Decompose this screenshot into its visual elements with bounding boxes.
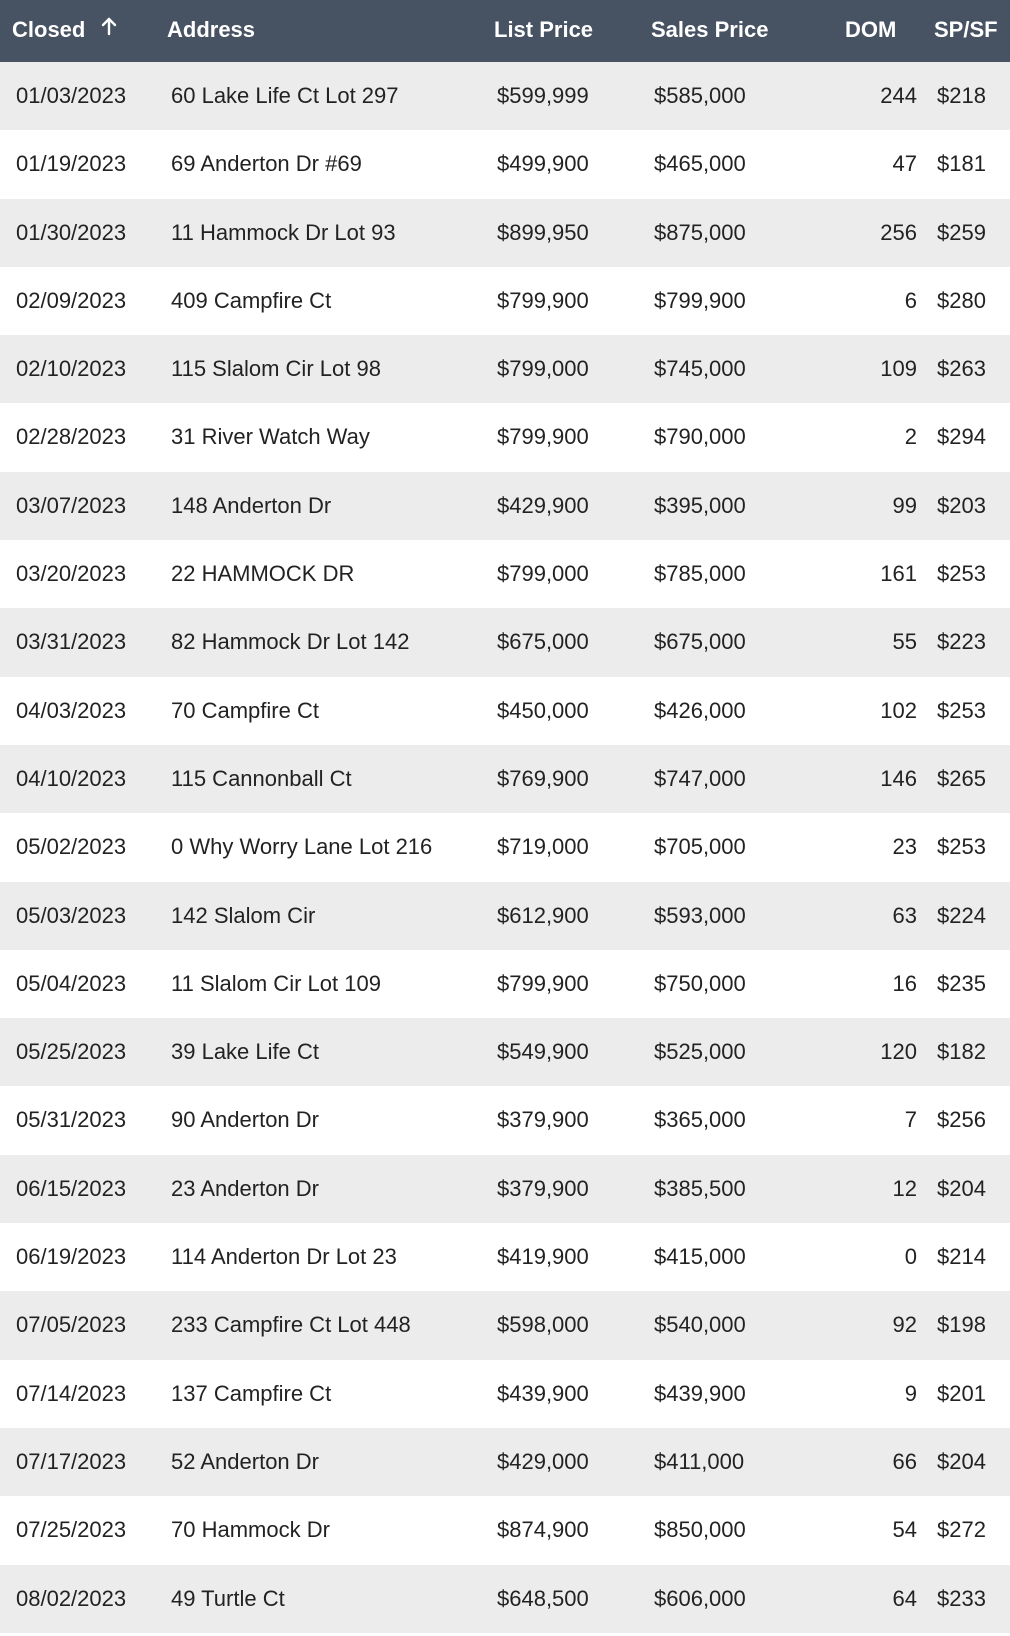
cell-dom: 23 — [892, 834, 917, 860]
cell-list-price: $429,000 — [497, 1448, 589, 1474]
cell-dom: 92 — [892, 1312, 917, 1338]
table-row[interactable] — [0, 1291, 1010, 1359]
cell-sales-price: $593,000 — [654, 902, 746, 928]
cell-sales-price: $465,000 — [654, 151, 746, 177]
cell-list-price: $799,900 — [497, 287, 589, 313]
cell-address: 52 Anderton Dr — [171, 1448, 319, 1474]
cell-dom: 64 — [892, 1585, 917, 1611]
cell-closed-date: 08/02/2023 — [16, 1585, 127, 1611]
table-row[interactable] — [0, 62, 1010, 130]
table-row[interactable] — [0, 1018, 1010, 1086]
cell-closed-date: 02/28/2023 — [16, 424, 127, 450]
table-row[interactable] — [0, 608, 1010, 676]
column-header-list-price[interactable]: List Price — [494, 17, 594, 42]
cell-list-price: $874,900 — [497, 1517, 589, 1543]
cell-address: 39 Lake Life Ct — [171, 1039, 319, 1065]
cell-dom: 102 — [880, 697, 917, 723]
table-row[interactable] — [0, 267, 1010, 335]
cell-closed-date: 01/30/2023 — [16, 219, 127, 245]
cell-list-price: $769,900 — [497, 765, 589, 791]
cell-list-price: $799,900 — [497, 424, 589, 450]
cell-address: 69 Anderton Dr #69 — [171, 151, 362, 177]
cell-address: 409 Campfire Ct — [171, 287, 332, 313]
cell-sp-sf: $181 — [937, 151, 986, 177]
cell-sales-price: $675,000 — [654, 629, 746, 655]
cell-closed-date: 04/10/2023 — [16, 765, 127, 791]
cell-list-price: $598,000 — [497, 1312, 589, 1338]
cell-dom: 146 — [880, 765, 917, 791]
cell-list-price: $719,000 — [497, 834, 589, 860]
cell-address: 233 Campfire Ct Lot 448 — [171, 1312, 411, 1338]
cell-list-price: $450,000 — [497, 697, 589, 723]
cell-address: 11 Slalom Cir Lot 109 — [171, 970, 381, 996]
cell-dom: 16 — [892, 970, 917, 996]
cell-sales-price: $415,000 — [654, 1244, 746, 1270]
cell-sp-sf: $204 — [937, 1175, 986, 1201]
cell-sp-sf: $203 — [937, 492, 986, 518]
cell-sp-sf: $253 — [937, 834, 986, 860]
column-header-closed[interactable] — [12, 0, 117, 62]
cell-sales-price: $439,900 — [654, 1380, 746, 1406]
cell-closed-date: 02/10/2023 — [16, 356, 127, 382]
cell-address: 137 Campfire Ct — [171, 1380, 332, 1406]
cell-list-price: $379,900 — [497, 1107, 589, 1133]
cell-list-price: $799,000 — [497, 356, 589, 382]
table-row[interactable] — [0, 1428, 1010, 1496]
cell-dom: 244 — [880, 83, 917, 108]
cell-closed-date: 04/03/2023 — [16, 697, 127, 723]
cell-sp-sf: $280 — [937, 287, 986, 313]
cell-address: 70 Hammock Dr — [171, 1517, 330, 1543]
cell-sp-sf: $253 — [937, 561, 986, 587]
cell-dom: 55 — [892, 629, 917, 655]
cell-sales-price: $585,000 — [654, 83, 746, 108]
cell-closed-date: 05/25/2023 — [16, 1039, 127, 1065]
cell-sales-price: $850,000 — [654, 1517, 746, 1543]
cell-dom: 9 — [904, 1380, 917, 1406]
cell-address: 11 Hammock Dr Lot 93 — [171, 219, 396, 245]
cell-sales-price: $875,000 — [654, 219, 746, 245]
cell-sp-sf: $224 — [937, 902, 986, 928]
table-row[interactable] — [0, 335, 1010, 403]
cell-closed-date: 03/20/2023 — [16, 561, 127, 587]
table-row[interactable] — [0, 813, 1010, 881]
cell-sp-sf: $223 — [937, 629, 986, 655]
cell-sales-price: $525,000 — [654, 1039, 746, 1065]
cell-closed-date: 07/14/2023 — [16, 1380, 127, 1406]
cell-sp-sf: $265 — [937, 765, 986, 791]
cell-sp-sf: $272 — [937, 1517, 986, 1543]
cell-closed-date: 05/31/2023 — [16, 1107, 127, 1133]
cell-list-price: $799,900 — [497, 970, 589, 996]
cell-sales-price: $790,000 — [654, 424, 746, 450]
cell-sp-sf: $214 — [937, 1244, 986, 1270]
cell-list-price: $799,000 — [497, 561, 589, 587]
cell-closed-date: 01/03/2023 — [16, 83, 127, 108]
cell-sales-price: $411,000 — [654, 1448, 745, 1474]
cell-dom: 0 — [904, 1244, 917, 1270]
cell-list-price: $499,900 — [497, 151, 589, 177]
table-body — [0, 62, 1010, 1633]
cell-dom: 2 — [904, 424, 917, 450]
column-header-dom[interactable]: DOM — [845, 17, 897, 42]
cell-closed-date: 03/07/2023 — [16, 492, 127, 518]
cell-list-price: $419,900 — [497, 1244, 589, 1270]
cell-list-price: $439,900 — [497, 1380, 589, 1406]
cell-sales-price: $705,000 — [654, 834, 746, 860]
table-row[interactable] — [0, 199, 1010, 267]
arrow-up-icon[interactable] — [101, 0, 117, 59]
cell-sp-sf: $256 — [937, 1107, 986, 1133]
table-row[interactable] — [0, 1086, 1010, 1154]
cell-sp-sf: $294 — [937, 424, 986, 450]
cell-address: 115 Cannonball Ct — [171, 765, 352, 791]
cell-address: 49 Turtle Ct — [171, 1585, 285, 1611]
cell-address: 148 Anderton Dr — [171, 492, 332, 518]
table-row[interactable] — [0, 745, 1010, 813]
cell-sales-price: $395,000 — [654, 492, 746, 518]
cell-list-price: $612,900 — [497, 902, 589, 928]
table-row[interactable] — [0, 1223, 1010, 1291]
cell-sp-sf: $235 — [937, 970, 986, 996]
cell-sales-price: $540,000 — [654, 1312, 746, 1338]
cell-dom: 63 — [892, 902, 917, 928]
cell-closed-date: 06/19/2023 — [16, 1244, 127, 1270]
cell-address: 23 Anderton Dr — [171, 1175, 319, 1201]
cell-sales-price: $365,000 — [654, 1107, 746, 1133]
cell-sp-sf: $201 — [937, 1380, 986, 1406]
cell-address: 60 Lake Life Ct Lot 297 — [171, 83, 399, 108]
cell-dom: 7 — [904, 1107, 917, 1133]
cell-sales-price: $750,000 — [654, 970, 746, 996]
cell-dom: 161 — [880, 561, 917, 587]
cell-closed-date: 03/31/2023 — [16, 629, 127, 655]
cell-dom: 99 — [892, 492, 917, 518]
cell-address: 0 Why Worry Lane Lot 216 — [171, 834, 433, 860]
cell-list-price: $899,950 — [497, 219, 589, 245]
cell-sp-sf: $182 — [937, 1039, 986, 1065]
table-row[interactable] — [0, 1155, 1010, 1223]
cell-sales-price: $385,500 — [654, 1175, 746, 1201]
cell-list-price: $379,900 — [497, 1175, 589, 1201]
cell-address: 31 River Watch Way — [171, 424, 370, 450]
cell-dom: 6 — [904, 287, 917, 313]
cell-closed-date: 06/15/2023 — [16, 1175, 127, 1201]
column-header-closed-label: Closed — [12, 17, 86, 42]
cell-dom: 256 — [880, 219, 917, 245]
table-row[interactable] — [0, 882, 1010, 950]
cell-closed-date: 05/03/2023 — [16, 902, 127, 928]
cell-sp-sf: $198 — [937, 1312, 986, 1338]
cell-closed-date: 02/09/2023 — [16, 287, 127, 313]
cell-dom: 54 — [892, 1517, 917, 1543]
column-header-address[interactable]: Address — [167, 17, 256, 42]
table-row[interactable] — [0, 1496, 1010, 1564]
cell-address: 115 Slalom Cir Lot 98 — [171, 356, 381, 382]
cell-closed-date: 01/19/2023 — [16, 151, 127, 177]
cell-sp-sf: $263 — [937, 356, 986, 382]
table-row[interactable] — [0, 1565, 1010, 1633]
column-header-sp-sf[interactable]: SP/SF — [934, 17, 998, 42]
cell-sp-sf: $233 — [937, 1585, 986, 1611]
table-row[interactable] — [0, 677, 1010, 745]
cell-sales-price: $747,000 — [654, 765, 746, 791]
table-row[interactable] — [0, 472, 1010, 540]
cell-list-price: $599,999 — [497, 83, 589, 108]
table-row[interactable] — [0, 540, 1010, 608]
cell-address: 70 Campfire Ct — [171, 697, 319, 723]
column-header-sales-price[interactable]: Sales Price — [651, 17, 769, 42]
cell-closed-date: 05/04/2023 — [16, 970, 127, 996]
cell-closed-date: 07/17/2023 — [16, 1448, 127, 1474]
cell-sp-sf: $218 — [937, 83, 986, 108]
cell-sales-price: $606,000 — [654, 1585, 746, 1611]
cell-dom: 120 — [880, 1039, 917, 1065]
cell-list-price: $429,900 — [497, 492, 589, 518]
cell-address: 82 Hammock Dr Lot 142 — [171, 629, 410, 655]
cell-sales-price: $799,900 — [654, 287, 746, 313]
cell-sp-sf: $204 — [937, 1448, 986, 1474]
cell-address: 22 HAMMOCK DR — [171, 561, 355, 587]
table-row[interactable] — [0, 130, 1010, 198]
cell-list-price: $549,900 — [497, 1039, 589, 1065]
cell-dom: 66 — [892, 1448, 917, 1474]
table-row[interactable] — [0, 950, 1010, 1018]
cell-address: 90 Anderton Dr — [171, 1107, 319, 1133]
cell-sales-price: $745,000 — [654, 356, 746, 382]
table-header — [0, 0, 1010, 62]
cell-sp-sf: $253 — [937, 697, 986, 723]
table-row[interactable] — [0, 1360, 1010, 1428]
cell-dom: 47 — [892, 151, 917, 177]
cell-closed-date: 05/02/2023 — [16, 834, 127, 860]
cell-closed-date: 07/25/2023 — [16, 1517, 127, 1543]
cell-closed-date: 07/05/2023 — [16, 1312, 127, 1338]
cell-dom: 109 — [880, 356, 917, 382]
cell-address: 114 Anderton Dr Lot 23 — [171, 1244, 397, 1270]
cell-sp-sf: $259 — [937, 219, 986, 245]
cell-dom: 12 — [892, 1175, 917, 1201]
cell-address: 142 Slalom Cir — [171, 902, 316, 928]
cell-sales-price: $426,000 — [654, 697, 746, 723]
cell-sales-price: $785,000 — [654, 561, 746, 587]
cell-list-price: $648,500 — [497, 1585, 589, 1611]
cell-list-price: $675,000 — [497, 629, 589, 655]
table-row[interactable] — [0, 403, 1010, 471]
